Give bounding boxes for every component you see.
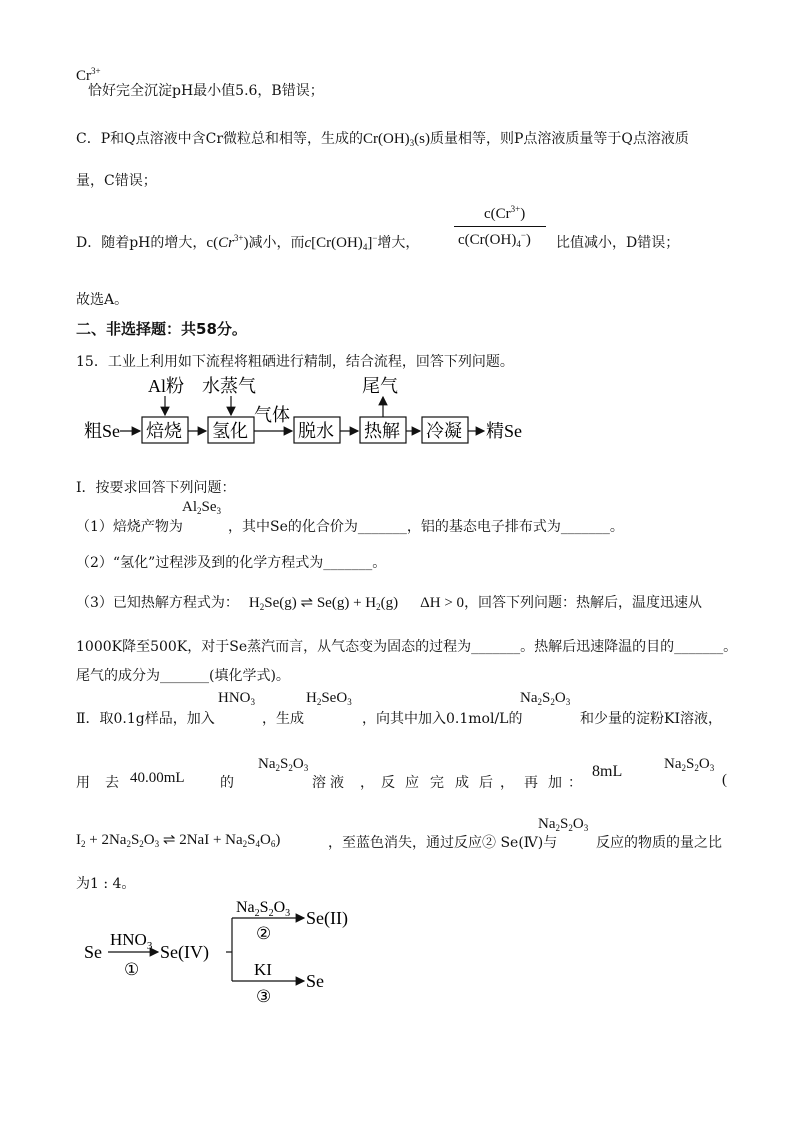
flow-input: 粗Se bbox=[84, 421, 120, 441]
text-fragment: 反 bbox=[381, 775, 395, 791]
part-2-line-2: 用 bbox=[76, 775, 90, 791]
text-fragment: 去 bbox=[105, 775, 119, 791]
reaction-scheme bbox=[76, 895, 376, 1010]
text-fragment: 应 bbox=[405, 775, 419, 791]
na2s2o3-formula: $Na_2S_2O_3$ bbox=[258, 756, 309, 773]
text-fragment: ， bbox=[500, 775, 514, 791]
flow-box-dehydrate-label: 脱水 bbox=[298, 421, 334, 441]
na2s2o3-formula: $Na_2S_2O_3$ bbox=[664, 756, 715, 773]
text-fragment: ： bbox=[568, 775, 582, 791]
flow-output: 精Se bbox=[486, 421, 522, 441]
text-line: 为1 : 4。 bbox=[76, 876, 136, 892]
flow-box-condense-label: 冷凝 bbox=[426, 421, 462, 441]
part-1-title: Ⅰ．按要求回答下列问题： bbox=[76, 480, 236, 496]
scheme-step3: ③ bbox=[256, 987, 272, 1006]
question-1: （1）焙烧产物为 bbox=[76, 519, 183, 535]
na2s2o3-formula: $Na_2S_2O_3$ bbox=[538, 816, 589, 833]
fraction-denominator: $c(Cr(OH)_4^-)$ bbox=[458, 230, 531, 249]
text-fragment: 液 bbox=[330, 775, 344, 791]
part-2-line-1: Ⅱ．取0.1g样品，加入 bbox=[76, 711, 215, 727]
scheme-se-out: Se bbox=[306, 971, 324, 991]
question-15: 15．工业上利用如下流程将粗硒进行精制，结合流程，回答下列问题。 bbox=[76, 354, 514, 370]
text-line: 恰好完全沉淀pH最小值5.6，B错误； bbox=[88, 83, 324, 99]
section-title: 二、非选择题：共58分。 bbox=[76, 320, 247, 338]
scheme-step1: ① bbox=[124, 960, 140, 979]
scheme-step2: ② bbox=[256, 924, 272, 943]
flow-gas-label: 气体 bbox=[254, 405, 290, 425]
flow-box-roast-label: 焙烧 bbox=[146, 421, 182, 441]
scheme-se: Se bbox=[84, 942, 102, 962]
volume-value: 8mL bbox=[592, 763, 623, 780]
text-fragment: 加 bbox=[548, 775, 562, 791]
scheme-se4: Se(IV) bbox=[160, 942, 209, 962]
text-fragment: 的 bbox=[220, 775, 234, 791]
text-fragment: 后 bbox=[479, 775, 493, 791]
flow-box-pyrolysis-label: 热解 bbox=[364, 421, 400, 441]
flow-box-hydrogenate-label: 氢化 bbox=[212, 421, 248, 441]
text-fragment: ，生成 bbox=[262, 711, 304, 727]
flow-diagram bbox=[76, 372, 536, 452]
text-fragment: ，向其中加入0.1mol/L的 bbox=[362, 711, 523, 727]
text-fragment: 再 bbox=[524, 775, 538, 791]
text-fragment: 成 bbox=[455, 775, 469, 791]
hno3-formula: $HNO_3$ bbox=[218, 690, 255, 707]
text-fragment: 和少量的淀粉KI溶液， bbox=[580, 711, 722, 727]
scheme-se2: Se(II) bbox=[306, 908, 348, 928]
text-fragment: ， bbox=[360, 775, 374, 791]
flow-al-label: Al粉 bbox=[148, 376, 184, 396]
flow-tail-label: 尾气 bbox=[362, 376, 398, 396]
fraction-bar bbox=[454, 226, 546, 227]
text-line: 1000K降至500K，对于Se蒸汽而言，从气态变为固态的过程为_______。热解后迅速降温的目的_______。 bbox=[76, 639, 738, 655]
question-1-rest: ，其中Se的化合价为_______，铝的基态电子排布式为_______。 bbox=[228, 519, 624, 535]
scheme-ki: KI bbox=[254, 960, 272, 979]
volume-value: 40.00mL bbox=[130, 770, 185, 786]
text-line: 尾气的成分为_______(填化学式)。 bbox=[76, 668, 290, 684]
scheme-hno3: $HNO_3$ bbox=[110, 930, 153, 952]
text-fragment: 反应的物质的量之比 bbox=[596, 835, 722, 851]
cr3-ion: $Cr^{3+}$ bbox=[76, 66, 101, 84]
option-c: C．P和Q点溶液中含Cr微粒总和相等，生成的$Cr(OH)_3(s)$质量相等，则P点溶液质量等于Q点溶液质 bbox=[76, 131, 689, 148]
paren: ( bbox=[722, 772, 727, 788]
option-d: D．随着pH的增大，$c(Cr^{3+})$减小，而$c[Cr(OH)_4]^-$增大， bbox=[76, 233, 420, 252]
question-2: （2）“氢化”过程涉及到的化学方程式为_______。 bbox=[76, 555, 387, 571]
reaction-equation: $I_2 + 2Na_2S_2O_3$ ⇌ $2NaI + Na_2S_4O_6$) bbox=[76, 832, 281, 849]
scheme-na2s2o3: $Na_2S_2O_3$ bbox=[236, 899, 291, 919]
h2seo3-formula: $H_2SeO_3$ bbox=[306, 690, 352, 707]
text-line: 比值减小，D错误； bbox=[556, 235, 680, 251]
na2s2o3-formula: $Na_2S_2O_3$ bbox=[520, 690, 571, 707]
flow-steam-label: 水蒸气 bbox=[202, 376, 256, 396]
question-3: （3）已知热解方程式为： $H_2Se(g)$ ⇌ $Se(g) + H_2(g) \Delta H > 0$，回答下列问题：热解后，温度迅速从 bbox=[76, 595, 703, 612]
text-line: 故选A。 bbox=[76, 292, 129, 308]
text-fragment: 完 bbox=[430, 775, 444, 791]
text-line: 量，C错误； bbox=[76, 173, 157, 189]
text-fragment: ，至蓝色消失，通过反应② Se(Ⅳ)与 bbox=[328, 835, 558, 851]
al2se3-formula: $Al_2Se_3$ bbox=[182, 499, 221, 516]
fraction-numerator: $c(Cr^{3+})$ bbox=[484, 204, 526, 222]
text-fragment: 溶 bbox=[312, 775, 326, 791]
